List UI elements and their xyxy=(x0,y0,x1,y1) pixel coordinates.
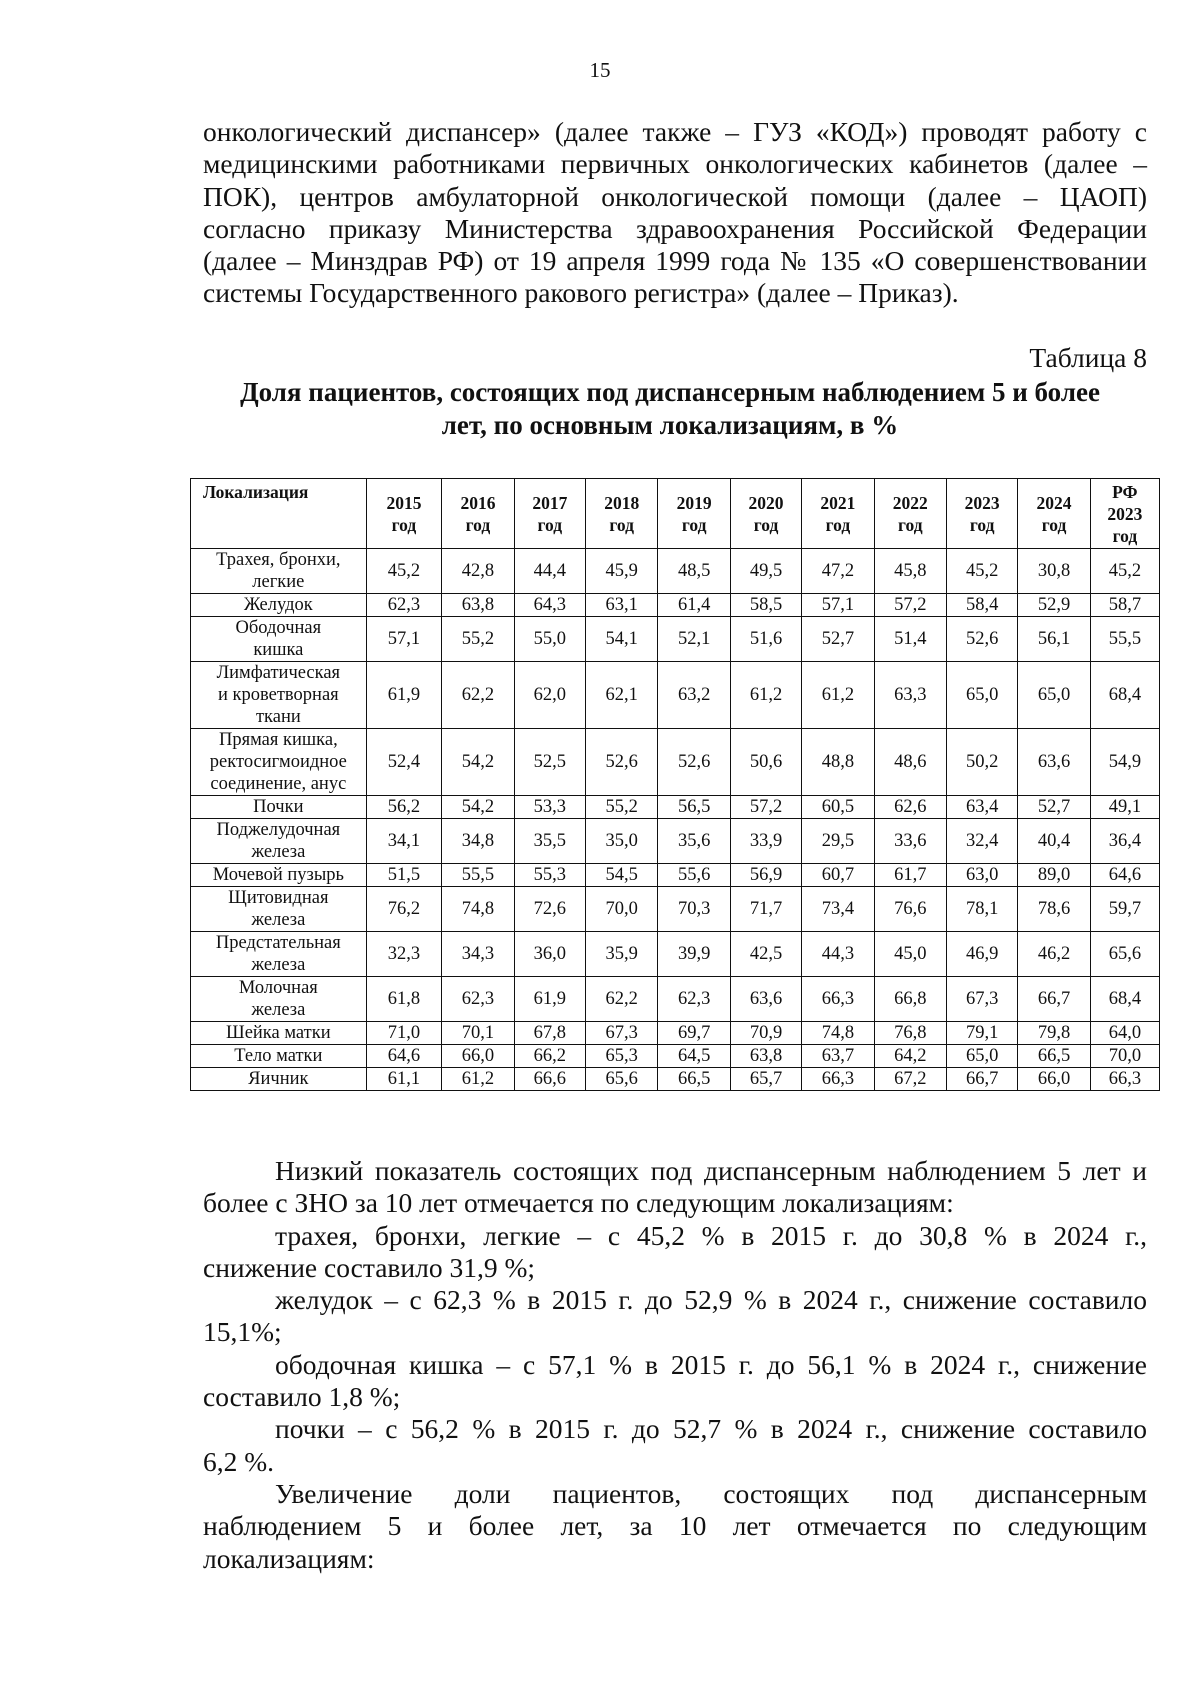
table-row xyxy=(191,1068,1160,1091)
value-cell: 61,9 xyxy=(366,662,442,729)
year-label: 2021 xyxy=(820,492,856,513)
value-cell: 51,5 xyxy=(366,864,442,887)
value-cell: 66,0 xyxy=(1018,1068,1090,1091)
value-cell: 66,3 xyxy=(802,1068,874,1091)
localization-line: Лимфатическая xyxy=(216,663,341,683)
row-localization xyxy=(191,729,367,796)
value-cell: 65,0 xyxy=(1018,662,1090,729)
intro-paragraph xyxy=(203,116,1147,310)
paragraph-line: ободочная кишка – с 57,1 % в 2015 г. до 56,1 % в 2024 г., снижение xyxy=(275,1348,1147,1380)
value-cell: 59,7 xyxy=(1090,887,1159,932)
column-header-year xyxy=(586,479,658,549)
table-row xyxy=(191,549,1160,594)
value-cell: 44,4 xyxy=(514,549,585,594)
value-cell: 62,2 xyxy=(442,662,514,729)
year-unit: год xyxy=(609,514,635,535)
value-cell: 56,9 xyxy=(730,864,801,887)
value-cell: 54,2 xyxy=(442,729,514,796)
row-localization xyxy=(191,662,367,729)
value-cell: 50,6 xyxy=(730,729,801,796)
row-localization xyxy=(191,887,367,932)
value-cell: 78,1 xyxy=(947,887,1018,932)
column-header-year xyxy=(366,479,442,549)
value-cell: 69,7 xyxy=(658,1022,730,1045)
value-cell: 76,8 xyxy=(874,1022,946,1045)
value-cell: 34,8 xyxy=(442,819,514,864)
localization-line: Почки xyxy=(253,797,304,817)
value-cell: 33,9 xyxy=(730,819,801,864)
value-cell: 61,2 xyxy=(802,662,874,729)
value-cell: 66,6 xyxy=(514,1068,585,1091)
localization-line: Щитовидная xyxy=(228,888,329,908)
value-cell: 56,5 xyxy=(658,796,730,819)
value-cell: 54,1 xyxy=(586,617,658,662)
table-row xyxy=(191,617,1160,662)
value-cell: 63,2 xyxy=(658,662,730,729)
value-cell: 52,6 xyxy=(586,729,658,796)
year-unit: год xyxy=(537,514,563,535)
paragraph-line: Увеличение доли пациентов, состоящих под диспансерным xyxy=(275,1477,1147,1509)
value-cell: 55,3 xyxy=(514,864,585,887)
value-cell: 52,4 xyxy=(366,729,442,796)
value-cell: 66,3 xyxy=(1090,1068,1159,1091)
page-number: 15 xyxy=(589,58,611,82)
localization-line: железа xyxy=(251,1000,306,1020)
localization-line: ректосигмоидное xyxy=(209,752,347,772)
rf-label: РФ xyxy=(1112,481,1138,502)
value-cell: 63,0 xyxy=(947,864,1018,887)
value-cell: 61,8 xyxy=(366,977,442,1022)
value-cell: 70,0 xyxy=(1090,1045,1159,1068)
column-header-year xyxy=(802,479,874,549)
table-row xyxy=(191,977,1160,1022)
value-cell: 67,8 xyxy=(514,1022,585,1045)
year-unit: год xyxy=(681,514,707,535)
value-cell: 54,9 xyxy=(1090,729,1159,796)
paragraph-line: 6,2 %. xyxy=(203,1445,275,1477)
value-cell: 64,6 xyxy=(1090,864,1159,887)
localization-line: ткани xyxy=(255,707,301,727)
value-cell: 42,5 xyxy=(730,932,801,977)
row-localization xyxy=(191,1045,367,1068)
value-cell: 58,5 xyxy=(730,594,801,617)
localization-line: и кроветворная xyxy=(218,685,339,705)
row-localization xyxy=(191,864,367,887)
column-header-year xyxy=(947,479,1018,549)
value-cell: 64,3 xyxy=(514,594,585,617)
localization-line: железа xyxy=(251,910,306,930)
data-table xyxy=(190,478,1160,1091)
table-header-row xyxy=(191,479,1160,549)
value-cell: 60,7 xyxy=(802,864,874,887)
value-cell: 48,8 xyxy=(802,729,874,796)
year-label: 2018 xyxy=(604,492,640,513)
value-cell: 62,2 xyxy=(586,977,658,1022)
intro-line: ПОК), центров амбулаторной онкологической помощи (далее – ЦАОП) xyxy=(203,180,1147,212)
paragraph-line: снижение составило 31,9 %; xyxy=(203,1251,536,1283)
localization-line: Ободочная xyxy=(235,618,322,638)
value-cell: 54,5 xyxy=(586,864,658,887)
table-row xyxy=(191,662,1160,729)
value-cell: 71,0 xyxy=(366,1022,442,1045)
value-cell: 61,2 xyxy=(730,662,801,729)
value-cell: 35,0 xyxy=(586,819,658,864)
localization-line: Яичник xyxy=(248,1069,309,1089)
value-cell: 63,4 xyxy=(947,796,1018,819)
value-cell: 79,1 xyxy=(947,1022,1018,1045)
value-cell: 63,8 xyxy=(442,594,514,617)
value-cell: 61,7 xyxy=(874,864,946,887)
row-localization xyxy=(191,1022,367,1045)
row-localization xyxy=(191,977,367,1022)
table-title-line-1: Доля пациентов, состоящих под диспансерным наблюдением 5 и более xyxy=(240,377,1100,407)
table-row xyxy=(191,887,1160,932)
value-cell: 67,3 xyxy=(586,1022,658,1045)
localization-line: Молочная xyxy=(238,978,318,998)
year-unit: год xyxy=(465,514,491,535)
value-cell: 45,2 xyxy=(1090,549,1159,594)
localization-line: Поджелудочная xyxy=(216,820,341,840)
localization-line: Желудок xyxy=(243,595,313,615)
row-localization xyxy=(191,819,367,864)
value-cell: 52,6 xyxy=(947,617,1018,662)
value-cell: 57,1 xyxy=(366,617,442,662)
value-cell: 66,8 xyxy=(874,977,946,1022)
value-cell: 64,6 xyxy=(366,1045,442,1068)
value-cell: 79,8 xyxy=(1018,1022,1090,1045)
value-cell: 34,1 xyxy=(366,819,442,864)
value-cell: 64,0 xyxy=(1090,1022,1159,1045)
value-cell: 62,1 xyxy=(586,662,658,729)
row-localization xyxy=(191,549,367,594)
value-cell: 63,6 xyxy=(730,977,801,1022)
value-cell: 63,8 xyxy=(730,1045,801,1068)
localization-line: Трахея, бронхи, xyxy=(216,550,341,570)
value-cell: 44,3 xyxy=(802,932,874,977)
value-cell: 67,3 xyxy=(947,977,1018,1022)
value-cell: 62,3 xyxy=(442,977,514,1022)
value-cell: 70,9 xyxy=(730,1022,801,1045)
year-label: 2020 xyxy=(748,492,784,513)
table-label: Таблица 8 xyxy=(1029,342,1147,373)
value-cell: 63,7 xyxy=(802,1045,874,1068)
value-cell: 58,7 xyxy=(1090,594,1159,617)
value-cell: 55,0 xyxy=(514,617,585,662)
year-unit: год xyxy=(825,514,851,535)
column-header-year xyxy=(514,479,585,549)
localization-line: Шейка матки xyxy=(226,1023,331,1043)
value-cell: 55,5 xyxy=(442,864,514,887)
value-cell: 57,2 xyxy=(730,796,801,819)
value-cell: 66,3 xyxy=(802,977,874,1022)
year-label: 2022 xyxy=(892,492,928,513)
paragraph-line: составило 1,8 %; xyxy=(203,1381,401,1413)
value-cell: 63,3 xyxy=(874,662,946,729)
intro-line: согласно приказу Министерства здравоохранения Российской Федерации xyxy=(203,212,1147,244)
table-row xyxy=(191,594,1160,617)
value-cell: 36,0 xyxy=(514,932,585,977)
value-cell: 45,2 xyxy=(947,549,1018,594)
value-cell: 68,4 xyxy=(1090,977,1159,1022)
value-cell: 52,7 xyxy=(1018,796,1090,819)
value-cell: 58,4 xyxy=(947,594,1018,617)
value-cell: 62,6 xyxy=(874,796,946,819)
intro-line: системы Государственного ракового регистра» (далее – Приказ). xyxy=(203,277,959,309)
value-cell: 45,2 xyxy=(366,549,442,594)
value-cell: 32,3 xyxy=(366,932,442,977)
table-row xyxy=(191,1022,1160,1045)
value-cell: 52,9 xyxy=(1018,594,1090,617)
value-cell: 68,4 xyxy=(1090,662,1159,729)
value-cell: 65,3 xyxy=(586,1045,658,1068)
table-row xyxy=(191,1045,1160,1068)
value-cell: 57,2 xyxy=(874,594,946,617)
column-header-rf xyxy=(1090,479,1159,549)
value-cell: 65,0 xyxy=(947,1045,1018,1068)
value-cell: 29,5 xyxy=(802,819,874,864)
value-cell: 49,5 xyxy=(730,549,801,594)
row-localization xyxy=(191,1068,367,1091)
column-header-localization: Локализация xyxy=(191,479,367,549)
value-cell: 66,0 xyxy=(442,1045,514,1068)
column-header-year xyxy=(1018,479,1090,549)
localization-line: кишка xyxy=(253,640,304,660)
column-header-year xyxy=(730,479,801,549)
value-cell: 78,6 xyxy=(1018,887,1090,932)
intro-line: медицинскими работниками первичных онкологических кабинетов (далее – xyxy=(203,148,1147,180)
row-localization xyxy=(191,617,367,662)
year-label: 2016 xyxy=(460,492,496,513)
table-row xyxy=(191,729,1160,796)
value-cell: 42,8 xyxy=(442,549,514,594)
value-cell: 53,3 xyxy=(514,796,585,819)
value-cell: 66,7 xyxy=(947,1068,1018,1091)
table-title-line-2: лет, по основным локализациям, в % xyxy=(441,410,899,440)
paragraph-line: более с ЗНО за 10 лет отмечается по следующим локализациям: xyxy=(203,1187,954,1219)
value-cell: 66,2 xyxy=(514,1045,585,1068)
value-cell: 55,2 xyxy=(586,796,658,819)
paragraph-line: почки – с 56,2 % в 2015 г. до 52,7 % в 2024 г., снижение составило xyxy=(275,1413,1147,1445)
row-localization xyxy=(191,594,367,617)
year-label: 2017 xyxy=(532,492,568,513)
localization-line: железа xyxy=(251,842,306,862)
value-cell: 55,5 xyxy=(1090,617,1159,662)
value-cell: 34,3 xyxy=(442,932,514,977)
year-unit: год xyxy=(1041,514,1067,535)
value-cell: 64,2 xyxy=(874,1045,946,1068)
value-cell: 61,4 xyxy=(658,594,730,617)
value-cell: 74,8 xyxy=(802,1022,874,1045)
rf-year: 2023 xyxy=(1107,503,1143,524)
paragraph-line: Низкий показатель состоящих под диспансерным наблюдением 5 лет и xyxy=(275,1155,1147,1186)
value-cell: 52,5 xyxy=(514,729,585,796)
value-cell: 49,1 xyxy=(1090,796,1159,819)
paragraph-line: наблюдением 5 и более лет, за 10 лет отмечается по следующим xyxy=(203,1510,1147,1542)
value-cell: 61,9 xyxy=(514,977,585,1022)
value-cell: 65,6 xyxy=(586,1068,658,1091)
localization-line: Предстательная xyxy=(215,933,341,953)
table-row xyxy=(191,864,1160,887)
row-localization xyxy=(191,932,367,977)
value-cell: 35,6 xyxy=(658,819,730,864)
value-cell: 48,6 xyxy=(874,729,946,796)
value-cell: 76,2 xyxy=(366,887,442,932)
value-cell: 47,2 xyxy=(802,549,874,594)
value-cell: 54,2 xyxy=(442,796,514,819)
column-header-year xyxy=(658,479,730,549)
value-cell: 64,5 xyxy=(658,1045,730,1068)
localization-line: Прямая кишка, xyxy=(218,730,338,750)
value-cell: 73,4 xyxy=(802,887,874,932)
paragraph-line: локализациям: xyxy=(203,1542,375,1574)
value-cell: 45,9 xyxy=(586,549,658,594)
table-row xyxy=(191,819,1160,864)
column-header-year xyxy=(874,479,946,549)
value-cell: 55,2 xyxy=(442,617,514,662)
value-cell: 89,0 xyxy=(1018,864,1090,887)
value-cell: 67,2 xyxy=(874,1068,946,1091)
year-unit: год xyxy=(391,514,417,535)
value-cell: 46,2 xyxy=(1018,932,1090,977)
value-cell: 56,2 xyxy=(366,796,442,819)
value-cell: 63,6 xyxy=(1018,729,1090,796)
value-cell: 60,5 xyxy=(802,796,874,819)
value-cell: 52,7 xyxy=(802,617,874,662)
value-cell: 66,5 xyxy=(1018,1045,1090,1068)
paragraph-line: 15,1%; xyxy=(203,1316,282,1348)
row-localization xyxy=(191,796,367,819)
value-cell: 35,9 xyxy=(586,932,658,977)
rf-unit: год xyxy=(1112,525,1138,546)
value-cell: 76,6 xyxy=(874,887,946,932)
value-cell: 62,3 xyxy=(658,977,730,1022)
year-unit: год xyxy=(753,514,779,535)
table-title xyxy=(190,376,1150,442)
table-row xyxy=(191,932,1160,977)
value-cell: 40,4 xyxy=(1018,819,1090,864)
value-cell: 61,1 xyxy=(366,1068,442,1091)
value-cell: 32,4 xyxy=(947,819,1018,864)
value-cell: 74,8 xyxy=(442,887,514,932)
value-cell: 70,0 xyxy=(586,887,658,932)
value-cell: 52,1 xyxy=(658,617,730,662)
value-cell: 36,4 xyxy=(1090,819,1159,864)
value-cell: 30,8 xyxy=(1018,549,1090,594)
value-cell: 66,7 xyxy=(1018,977,1090,1022)
value-cell: 62,3 xyxy=(366,594,442,617)
value-cell: 57,1 xyxy=(802,594,874,617)
year-unit: год xyxy=(897,514,923,535)
value-cell: 65,7 xyxy=(730,1068,801,1091)
paragraph-line: желудок – с 62,3 % в 2015 г. до 52,9 % в 2024 г., снижение составило xyxy=(275,1284,1147,1316)
value-cell: 45,8 xyxy=(874,549,946,594)
value-cell: 70,1 xyxy=(442,1022,514,1045)
localization-line: железа xyxy=(251,955,306,975)
column-header-year xyxy=(442,479,514,549)
value-cell: 35,5 xyxy=(514,819,585,864)
localization-line: легкие xyxy=(252,572,305,592)
value-cell: 46,9 xyxy=(947,932,1018,977)
year-label: 2019 xyxy=(676,492,712,513)
value-cell: 71,7 xyxy=(730,887,801,932)
value-cell: 33,6 xyxy=(874,819,946,864)
year-label: 2024 xyxy=(1036,492,1072,513)
value-cell: 61,2 xyxy=(442,1068,514,1091)
value-cell: 62,0 xyxy=(514,662,585,729)
value-cell: 70,3 xyxy=(658,887,730,932)
value-cell: 65,0 xyxy=(947,662,1018,729)
intro-line: онкологический диспансер» (далее также – ГУЗ «КОД») проводят работу с xyxy=(203,116,1147,147)
value-cell: 39,9 xyxy=(658,932,730,977)
value-cell: 56,1 xyxy=(1018,617,1090,662)
value-cell: 48,5 xyxy=(658,549,730,594)
intro-line: (далее – Минздрав РФ) от 19 апреля 1999 года № 135 «О совершенствовании xyxy=(203,245,1147,277)
after-table-text xyxy=(203,1155,1147,1575)
value-cell: 50,2 xyxy=(947,729,1018,796)
value-cell: 72,6 xyxy=(514,887,585,932)
year-label: 2023 xyxy=(964,492,1000,513)
value-cell: 63,1 xyxy=(586,594,658,617)
value-cell: 66,5 xyxy=(658,1068,730,1091)
localization-line: Тело матки xyxy=(234,1046,323,1066)
value-cell: 51,6 xyxy=(730,617,801,662)
value-cell: 45,0 xyxy=(874,932,946,977)
year-label: 2015 xyxy=(386,492,422,513)
table-row xyxy=(191,796,1160,819)
localization-line: Мочевой пузырь xyxy=(212,865,344,885)
localization-line: соединение, анус xyxy=(210,774,347,794)
value-cell: 55,6 xyxy=(658,864,730,887)
value-cell: 51,4 xyxy=(874,617,946,662)
paragraph-line: трахея, бронхи, легкие – с 45,2 % в 2015 г. до 30,8 % в 2024 г., xyxy=(275,1219,1147,1251)
year-unit: год xyxy=(969,514,995,535)
value-cell: 52,6 xyxy=(658,729,730,796)
value-cell: 65,6 xyxy=(1090,932,1159,977)
